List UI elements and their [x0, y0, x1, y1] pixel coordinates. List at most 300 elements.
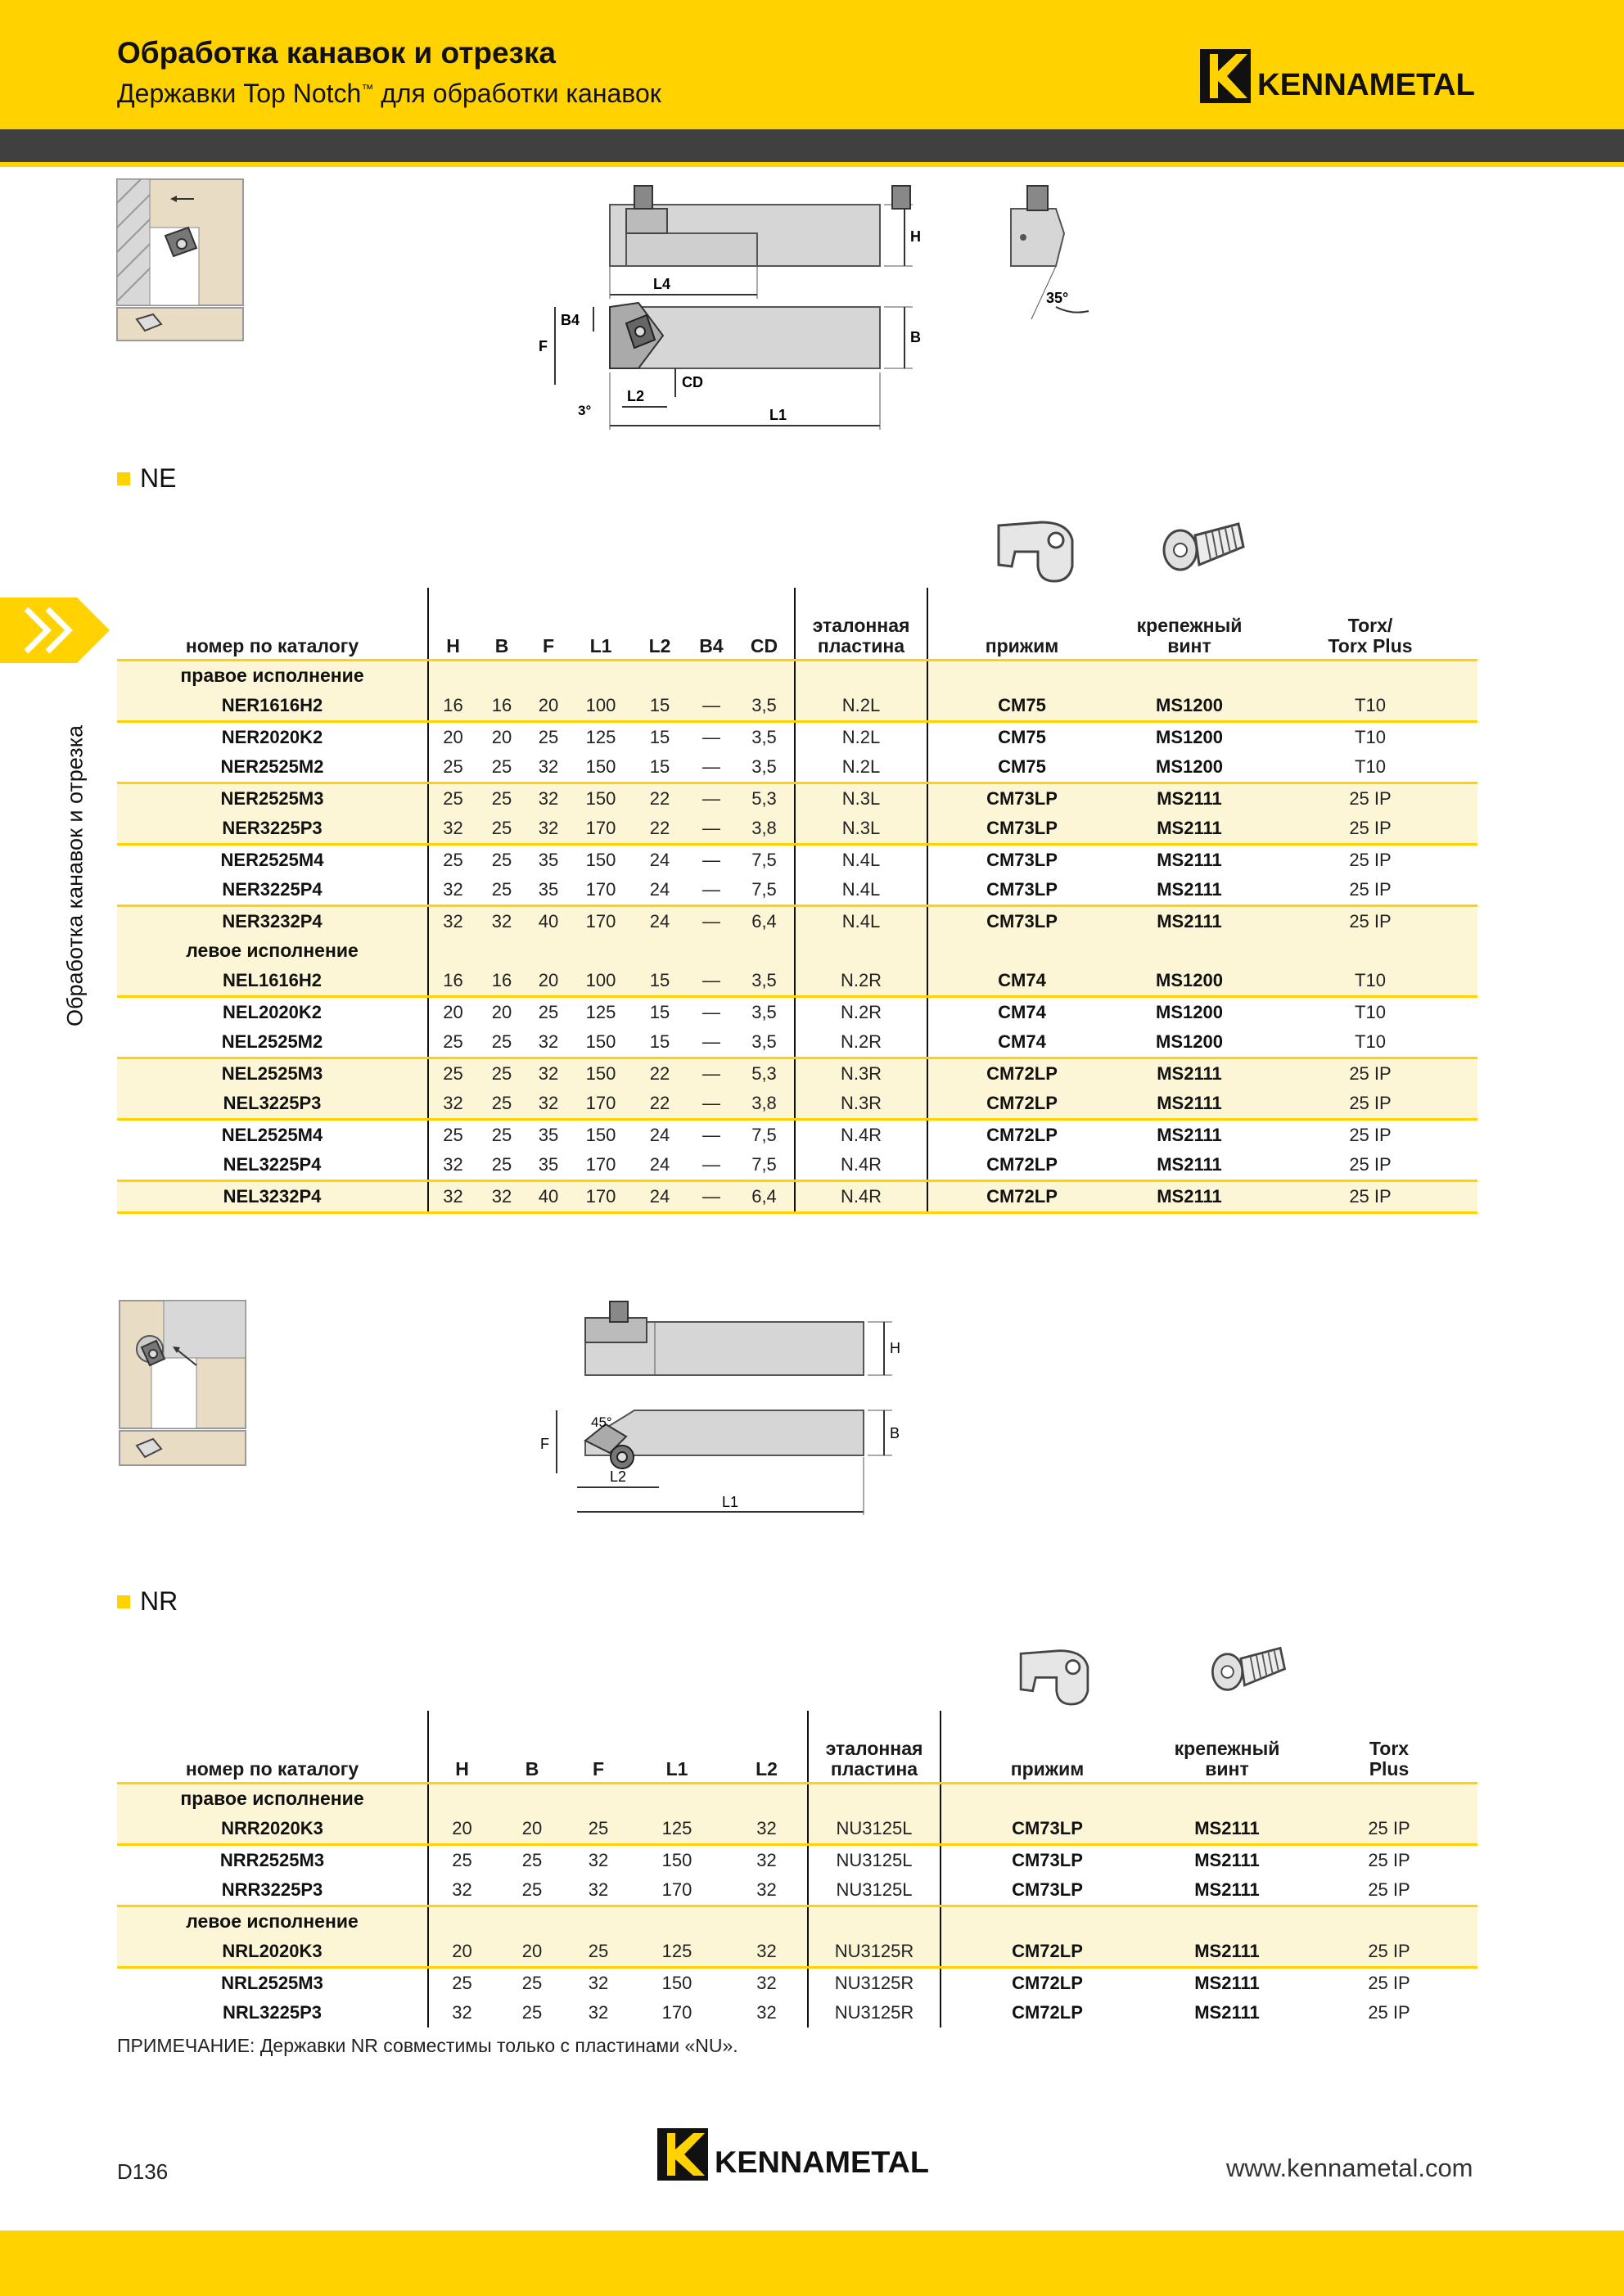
empty-cell [927, 660, 1116, 691]
dim-f: 35 [538, 1124, 559, 1145]
dim-label-l1: L1 [722, 1494, 739, 1510]
screw-part: MS1200 [1116, 966, 1263, 997]
dim-cd: 3,5 [734, 721, 795, 752]
dim-f: 25 [538, 726, 559, 747]
dim-cd: 3,5 [734, 691, 795, 722]
dim-label-35deg: 35° [1046, 290, 1069, 306]
dim-label-b: B [910, 329, 921, 345]
technical-drawing-ne [532, 176, 1105, 438]
insert-ref: N.2L [795, 721, 927, 752]
dim-h: 32 [428, 1875, 495, 1906]
torx-size: 25 IP [1263, 814, 1477, 845]
empty-cell [631, 660, 688, 691]
torx-size: 25 IP [1263, 875, 1477, 906]
part-number: NER1616H2 [117, 691, 428, 722]
empty-cell [795, 660, 927, 691]
group-label-row [117, 1783, 1477, 1814]
empty-cell [808, 1906, 941, 1937]
website-link[interactable]: www.kennametal.com [1226, 2154, 1473, 2182]
dim-l1: 170 [571, 1150, 631, 1181]
empty-cell [571, 936, 631, 966]
part-number: NEL2525M4 [117, 1119, 428, 1150]
technical-drawing-nr [532, 1297, 958, 1518]
clamp-part: CM72LP [927, 1058, 1116, 1089]
dim-l1: 125 [628, 1814, 726, 1845]
screw-part: MS1200 [1116, 691, 1263, 722]
dim-cd: 3,5 [734, 752, 795, 783]
dim-f: 35 [526, 875, 571, 906]
dim-b: 25 [477, 783, 526, 814]
empty-cell [1116, 660, 1263, 691]
dim-label-h: H [890, 1340, 900, 1356]
dim-l1: 150 [571, 752, 631, 783]
dim-l1: 150 [571, 1027, 631, 1058]
insert-ref: NU3125L [808, 1844, 941, 1875]
dim-b: 25 [477, 1027, 526, 1058]
page-number: D136 [117, 2159, 169, 2184]
part-number: NRR2525M3 [117, 1844, 428, 1875]
part-number: NER3225P4 [117, 875, 428, 906]
part-number: NEL3225P3 [117, 1089, 428, 1120]
insert-ref: N.4L [795, 844, 927, 875]
header-dark-band [0, 129, 1624, 162]
empty-cell [726, 1906, 808, 1937]
clamp-part: CM73LP [941, 1875, 1153, 1906]
kennametal-logo [1200, 49, 1478, 103]
group-label: правое исполнение [117, 660, 428, 691]
part-number: NER3232P4 [117, 905, 428, 936]
table-row [117, 691, 1477, 722]
part-number: NER3225P3 [117, 814, 428, 845]
dim-l2: 15 [631, 966, 688, 997]
screw-part: MS1200 [1116, 752, 1263, 783]
dim-f: 40 [526, 1180, 571, 1212]
dim-f: 32 [526, 752, 571, 783]
group-label-row [117, 1906, 1477, 1937]
part-number: NRR3225P3 [117, 1875, 428, 1906]
group-label: левое исполнение [117, 936, 428, 966]
trademark-mark: ™ [361, 82, 374, 97]
empty-cell [688, 936, 734, 966]
screw-part: MS1200 [1156, 1001, 1223, 1022]
dim-f: 32 [526, 814, 571, 845]
footer-yellow-band [0, 2231, 1624, 2296]
dim-b4: — [688, 1089, 734, 1120]
table-row [117, 814, 1477, 845]
dim-label-45deg: 45° [591, 1414, 612, 1430]
table-row [117, 752, 1477, 783]
dim-b: 25 [521, 2001, 543, 2023]
torx-size: 25 IP [1263, 1180, 1477, 1212]
empty-cell [726, 1783, 808, 1814]
dim-f: 20 [526, 966, 571, 997]
dim-h: 20 [443, 1001, 463, 1022]
empty-cell [808, 1783, 941, 1814]
col-header-screw: крепежный винт [1153, 1711, 1301, 1783]
dim-label-f: F [540, 1436, 549, 1452]
insert-ref: N.2R [795, 966, 927, 997]
empty-cell [526, 660, 571, 691]
insert-ref: N.3R [795, 1089, 927, 1120]
screw-part: MS2111 [1116, 1058, 1263, 1089]
dim-label-l2: L2 [627, 388, 645, 404]
torx-size: T10 [1355, 1001, 1386, 1022]
dim-cd: 3,5 [734, 1027, 795, 1058]
screw-part: MS2111 [1116, 905, 1263, 936]
dim-b: 16 [477, 691, 526, 722]
dim-b4: — [702, 1124, 720, 1145]
dim-b: 25 [491, 1124, 512, 1145]
empty-cell [428, 660, 477, 691]
part-number: NRL3225P3 [117, 1998, 428, 2028]
empty-cell [428, 936, 477, 966]
empty-cell [927, 936, 1116, 966]
table-row [117, 905, 1477, 936]
table-row [117, 966, 1477, 997]
dim-l1: 170 [571, 1089, 631, 1120]
group-label-row [117, 660, 1477, 691]
group-label: левое исполнение [117, 1906, 428, 1937]
dim-f: 35 [526, 1150, 571, 1181]
clamp-screw-icon [1207, 1641, 1289, 1695]
torx-size: 25 IP [1263, 1089, 1477, 1120]
insert-ref: NU3125R [808, 1967, 941, 1998]
table-row [117, 1119, 1477, 1150]
screw-part: MS2111 [1116, 783, 1263, 814]
dim-l2: 24 [631, 905, 688, 936]
dim-l2: 15 [631, 752, 688, 783]
torx-size: 25 IP [1349, 849, 1392, 870]
dim-b4: — [702, 849, 720, 870]
dim-label-3deg: 3° [578, 403, 592, 418]
dim-cd: 6,4 [734, 905, 795, 936]
torx-size: 25 IP [1263, 905, 1477, 936]
torx-size: 25 IP [1368, 1972, 1410, 1993]
table-row [117, 1998, 1477, 2028]
table-row [117, 721, 1477, 752]
dim-l2: 32 [726, 1967, 808, 1998]
dim-f: 32 [588, 1849, 609, 1870]
empty-cell [1153, 1783, 1301, 1814]
dim-l2: 24 [649, 1124, 670, 1145]
table-row [117, 1058, 1477, 1089]
clamp-part: CM72LP [1012, 1972, 1083, 1993]
dim-l1: 100 [571, 691, 631, 722]
dim-h: 20 [428, 1937, 495, 1968]
dim-h: 20 [428, 1814, 495, 1845]
dim-b4: — [688, 1180, 734, 1212]
section-title-ne: NE [117, 463, 176, 494]
dim-cd: 7,5 [734, 844, 795, 875]
col-header-l2: L2 [631, 588, 688, 660]
dim-l2: 15 [649, 1001, 670, 1022]
dim-f: 32 [526, 1089, 571, 1120]
table-row [117, 1027, 1477, 1058]
table-row [117, 1180, 1477, 1212]
dim-b: 25 [477, 1089, 526, 1120]
dim-h: 25 [428, 1058, 477, 1089]
clamp-screw-icon [1158, 517, 1248, 575]
screw-part: MS2111 [1153, 1937, 1301, 1968]
dim-l1: 170 [571, 814, 631, 845]
dim-l2: 22 [631, 1058, 688, 1089]
part-number: NEL2525M3 [117, 1058, 428, 1089]
dim-l2: 22 [631, 814, 688, 845]
dim-f: 20 [526, 691, 571, 722]
dim-label-l2: L2 [610, 1468, 627, 1485]
empty-cell [1116, 936, 1263, 966]
col-header-l1: L1 [571, 588, 631, 660]
dim-b4: — [702, 1001, 720, 1022]
part-number: NEL1616H2 [117, 966, 428, 997]
dim-b4: — [688, 875, 734, 906]
dim-l2: 32 [726, 1814, 808, 1845]
dim-label-l1: L1 [769, 407, 787, 423]
torx-size: 25 IP [1349, 1124, 1392, 1145]
dim-h: 25 [428, 752, 477, 783]
dim-f: 32 [526, 1027, 571, 1058]
col-header-screw: крепежный винт [1116, 588, 1263, 660]
empty-cell [1263, 660, 1477, 691]
empty-cell [941, 1783, 1153, 1814]
dim-f: 32 [526, 1058, 571, 1089]
dim-l2: 22 [631, 1089, 688, 1120]
section-title-nr: NR [117, 1586, 178, 1617]
subtitle-main: Державки Top Notch [117, 79, 362, 108]
dim-l1: 150 [585, 1124, 616, 1145]
insert-ref: NU3125R [808, 1937, 941, 1968]
dim-l1: 170 [571, 1180, 631, 1212]
dim-f: 25 [538, 1001, 559, 1022]
dim-b4: — [688, 966, 734, 997]
logo-wordmark: KENNAMETAL [715, 2145, 929, 2179]
clamp-icon [1013, 1644, 1095, 1709]
clamp-icon [990, 516, 1080, 585]
clamp-part: CM72LP [927, 1180, 1116, 1212]
dim-f: 40 [526, 905, 571, 936]
empty-cell [688, 660, 734, 691]
empty-cell [569, 1783, 628, 1814]
col-header-b: B [477, 588, 526, 660]
empty-cell [428, 1783, 495, 1814]
dim-h: 32 [452, 2001, 472, 2023]
dim-b4: — [688, 783, 734, 814]
screw-part: MS2111 [1116, 814, 1263, 845]
dim-l1: 170 [661, 2001, 692, 2023]
empty-cell [628, 1783, 726, 1814]
empty-cell [628, 1906, 726, 1937]
screw-part: MS2111 [1157, 849, 1222, 870]
screw-part: MS2111 [1194, 1972, 1260, 1993]
table-header-row [117, 1711, 1477, 1783]
section-bullet-icon [117, 1595, 130, 1608]
dim-l2: 24 [631, 1180, 688, 1212]
screw-part: MS2111 [1157, 1124, 1222, 1145]
insert-ref: N.3L [795, 814, 927, 845]
screw-part: MS2111 [1194, 1849, 1260, 1870]
dim-b4: — [688, 1150, 734, 1181]
empty-cell [569, 1906, 628, 1937]
dim-l1: 170 [571, 905, 631, 936]
dim-label-cd: CD [682, 374, 703, 390]
dim-h: 32 [428, 1180, 477, 1212]
group-label: правое исполнение [117, 1783, 428, 1814]
col-header-h: H [428, 1711, 495, 1783]
col-header-l2: L2 [726, 1711, 808, 1783]
screw-part: MS2111 [1116, 875, 1263, 906]
torx-size: 25 IP [1263, 1058, 1477, 1089]
part-number: NRL2020K3 [117, 1937, 428, 1968]
dim-cd: 7,5 [734, 1150, 795, 1181]
col-header-clamp: прижим [927, 588, 1116, 660]
empty-cell [1301, 1783, 1477, 1814]
holder-end-view [1011, 209, 1064, 266]
dim-cd: 3,5 [734, 996, 795, 1027]
dim-b4: — [688, 752, 734, 783]
footer-kennametal-logo [657, 2128, 932, 2181]
col-header-part: номер по каталогу [117, 588, 428, 660]
insert-ref: N.2R [795, 996, 927, 1027]
dim-cd: 3,8 [734, 1089, 795, 1120]
dim-l1: 100 [571, 966, 631, 997]
dim-b: 32 [477, 905, 526, 936]
clamp-screw-side [610, 1301, 628, 1322]
dim-h: 32 [428, 875, 477, 906]
dim-label-b4: B4 [561, 312, 580, 328]
clamp-part: CM72LP [927, 1150, 1116, 1181]
insert-ref: N.4L [795, 875, 927, 906]
col-header-clamp: прижим [941, 1711, 1153, 1783]
dim-b: 25 [477, 814, 526, 845]
screw-part: MS1200 [1116, 1027, 1263, 1058]
insert-ref: NU3125L [808, 1814, 941, 1845]
col-header-f: F [569, 1711, 628, 1783]
dim-b: 16 [477, 966, 526, 997]
dim-cd: 3,8 [734, 814, 795, 845]
dim-label-f: F [539, 338, 548, 354]
dim-f: 32 [588, 2001, 609, 2023]
application-diagram-ne [116, 178, 244, 342]
dim-b: 20 [495, 1814, 569, 1845]
part-number: NRL2525M3 [117, 1967, 428, 1998]
dim-f: 35 [538, 849, 559, 870]
col-header-torx: Torx Plus [1301, 1711, 1477, 1783]
screw-part: MS2111 [1116, 1150, 1263, 1181]
dim-label-l4: L4 [653, 276, 671, 292]
dim-b: 25 [491, 849, 512, 870]
table-row [117, 1814, 1477, 1845]
dim-b: 25 [521, 1849, 543, 1870]
section-bullet-icon [117, 472, 130, 485]
dim-b4: — [688, 905, 734, 936]
table-row [117, 1967, 1477, 1998]
dim-b: 20 [491, 1001, 512, 1022]
torx-size: 25 IP [1301, 1875, 1477, 1906]
empty-cell [428, 1906, 495, 1937]
dim-cd: 5,3 [734, 1058, 795, 1089]
part-number: NEL2020K2 [117, 996, 428, 1027]
subtitle-rest: для обработки канавок [373, 79, 661, 108]
dim-b4: — [688, 814, 734, 845]
clamp-part: CM73LP [927, 814, 1116, 845]
col-header-l1: L1 [628, 1711, 726, 1783]
torx-size: T10 [1263, 966, 1477, 997]
clamp-part: CM72LP [986, 1124, 1058, 1145]
dim-b: 25 [477, 752, 526, 783]
dim-l1: 150 [571, 1058, 631, 1089]
dim-l2: 24 [631, 875, 688, 906]
empty-cell [477, 660, 526, 691]
empty-cell [526, 936, 571, 966]
insert-ref: N.3L [795, 783, 927, 814]
clamp-part: CM73LP [941, 1814, 1153, 1845]
col-header-cd: CD [734, 588, 795, 660]
ne-spec-table [117, 588, 1477, 1214]
dim-l2: 15 [631, 1027, 688, 1058]
page-subtitle [117, 79, 661, 109]
insert-ref: N.4R [795, 1150, 927, 1181]
part-number: NER2525M3 [117, 783, 428, 814]
dim-b: 25 [477, 875, 526, 906]
dim-l2: 32 [726, 1998, 808, 2028]
insert-ref: N.4R [795, 1180, 927, 1212]
dim-h: 32 [428, 814, 477, 845]
dim-l1: 150 [661, 1849, 692, 1870]
torx-size: 25 IP [1301, 1814, 1477, 1845]
table-row [117, 875, 1477, 906]
clamp-screw-side [634, 186, 652, 209]
torx-size: 25 IP [1368, 1849, 1410, 1870]
dim-l1: 170 [628, 1875, 726, 1906]
clamp-part: CM73LP [927, 905, 1116, 936]
dim-f: 25 [569, 1814, 628, 1845]
side-tab-chevron-icon [0, 598, 115, 663]
col-header-f: F [526, 588, 571, 660]
screw-part: MS2111 [1153, 1875, 1301, 1906]
dim-l1: 125 [585, 1001, 616, 1022]
dim-h: 16 [428, 691, 477, 722]
clamp-part: CM73LP [927, 875, 1116, 906]
clamp-part: CM75 [998, 726, 1046, 747]
dim-h: 20 [443, 726, 463, 747]
dim-b: 25 [521, 1972, 543, 1993]
torx-size: 25 IP [1368, 2001, 1410, 2023]
dim-l2: 24 [649, 849, 670, 870]
dim-b: 32 [477, 1180, 526, 1212]
part-number: NRR2020K3 [117, 1814, 428, 1845]
dim-b4: — [702, 726, 720, 747]
dim-cd: 7,5 [734, 875, 795, 906]
table-row [117, 783, 1477, 814]
dim-l2: 32 [726, 1844, 808, 1875]
dim-l1: 150 [571, 783, 631, 814]
clamp-part: CM74 [927, 1027, 1116, 1058]
dim-h: 16 [428, 966, 477, 997]
clamp-part: CM73LP [986, 849, 1058, 870]
empty-cell [1263, 936, 1477, 966]
dim-h: 25 [443, 1124, 463, 1145]
empty-cell [941, 1906, 1153, 1937]
insert-ref: NU3125L [808, 1875, 941, 1906]
table-row [117, 1844, 1477, 1875]
torx-size: 25 IP [1301, 1937, 1477, 1968]
dim-cd: 7,5 [734, 1119, 795, 1150]
dim-b: 25 [477, 1150, 526, 1181]
empty-cell [1153, 1906, 1301, 1937]
empty-cell [571, 660, 631, 691]
dim-h: 25 [428, 1027, 477, 1058]
dim-l2: 32 [726, 1937, 808, 1968]
